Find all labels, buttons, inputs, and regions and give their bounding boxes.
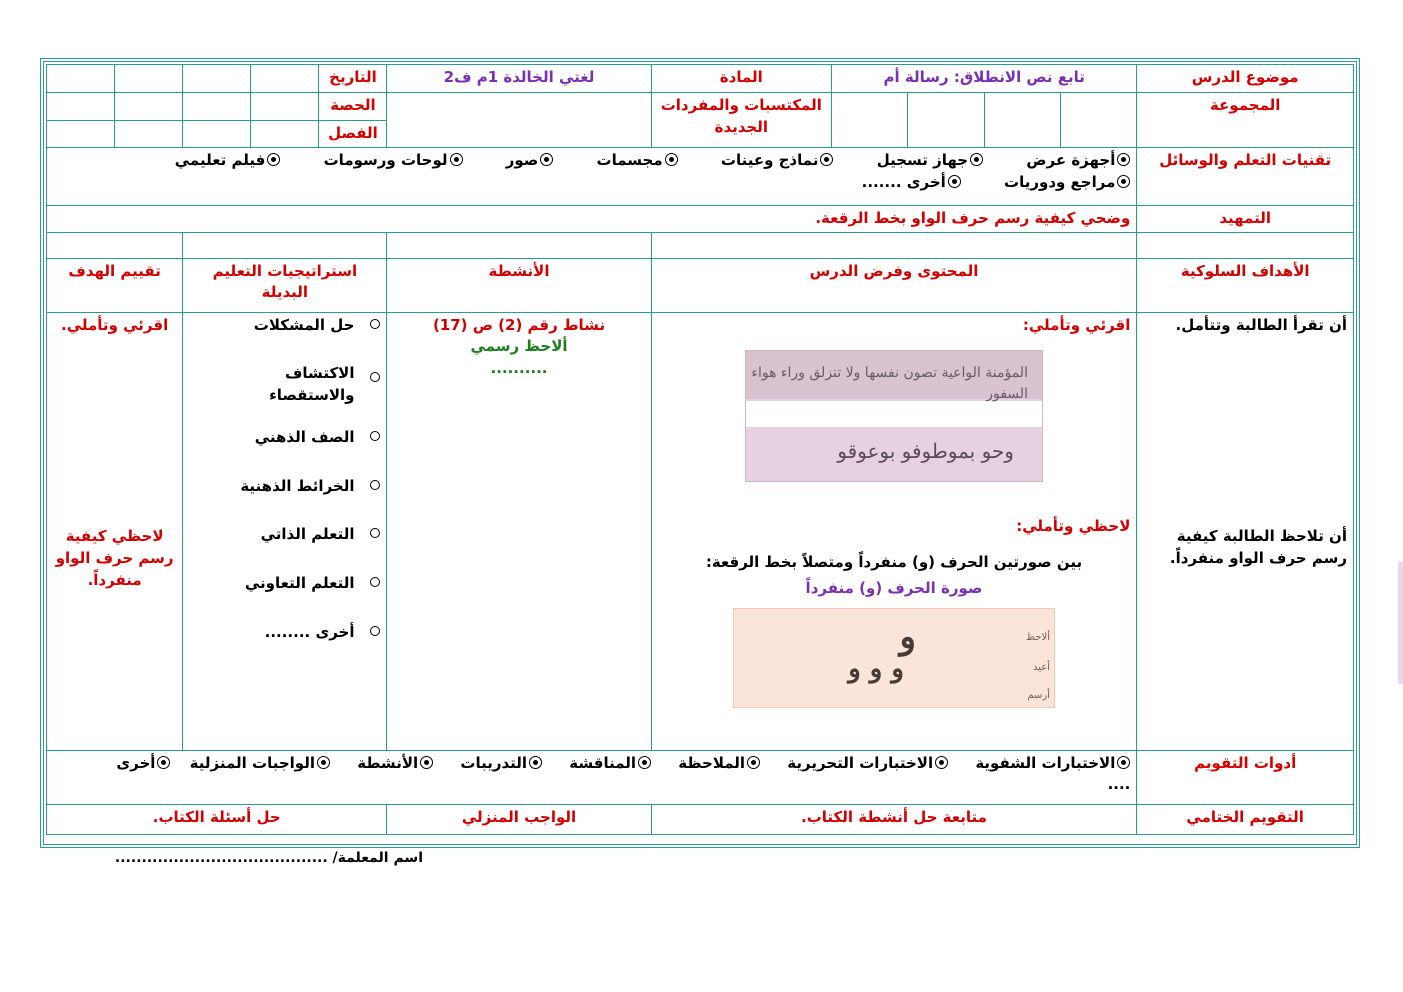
bullet-icon xyxy=(370,577,380,587)
blank-cell xyxy=(183,232,387,258)
group-label: المجموعة xyxy=(1137,93,1354,148)
group-cell-2 xyxy=(984,93,1060,148)
image2-side-3: أرسم xyxy=(1027,689,1050,701)
strategy-item[interactable]: حل المشكلات xyxy=(189,315,380,337)
activity-line-1: نشاط رقم (2) ص (17) xyxy=(432,315,606,334)
blank-cell xyxy=(651,232,1137,258)
image2-side-2: أعيد xyxy=(1032,661,1050,673)
final-value: متابعة حل أنشطة الكتاب. xyxy=(651,804,1137,834)
strategy-item[interactable]: أخرى ........ xyxy=(189,622,380,644)
tech-options xyxy=(47,147,1137,205)
class-cell-3 xyxy=(115,121,183,148)
strategy-item[interactable]: الاكتشاف والاستقصاء xyxy=(189,363,380,407)
strategy-item[interactable]: التعلم الذاتي xyxy=(189,524,380,546)
evaluation-1: اقرئي وتأملي. xyxy=(61,315,169,334)
assessment-option[interactable]: الاختبارات الشفوية xyxy=(975,753,1130,775)
blank-cell xyxy=(47,232,183,258)
period-label: الحصة xyxy=(319,93,387,121)
radio-icon xyxy=(529,756,542,769)
assessment-trailing: .... xyxy=(1107,775,1131,794)
assessment-options-row xyxy=(53,753,1130,775)
bullet-icon xyxy=(370,528,380,538)
teacher-name-line: اسم المعلمة/ ........................................ xyxy=(114,850,423,866)
date-cell-1 xyxy=(251,65,319,93)
handwriting-image-2 xyxy=(733,608,1055,708)
tech-option[interactable]: صور xyxy=(506,150,554,172)
image2-letters: و و و xyxy=(848,653,904,684)
bullet-icon xyxy=(370,372,380,382)
assessment-option[interactable]: الاختبارات التحريرية xyxy=(787,753,948,775)
strategy-item[interactable]: التعلم التعاوني xyxy=(189,573,380,595)
period-cell-4 xyxy=(47,93,115,121)
assessment-option[interactable]: الأنشطة xyxy=(357,753,433,775)
radio-icon xyxy=(638,756,651,769)
radio-icon xyxy=(1117,756,1130,769)
subject-label: المادة xyxy=(651,65,832,93)
strategies-header: استراتيجيات التعليم البديلة xyxy=(183,258,387,312)
bullet-icon xyxy=(370,480,380,490)
strategy-item[interactable]: الخرائط الذهنية xyxy=(189,476,380,498)
objective-2: أن تلاحظ الطالبة كيفية رسم حرف الواو منفرداً. xyxy=(1169,527,1347,567)
tech-options-row1 xyxy=(53,150,1130,172)
tech-option[interactable]: مراجع ودوريات xyxy=(1004,172,1130,194)
radio-icon xyxy=(1117,175,1130,188)
topic-value: تابع نص الانطلاق: رسالة أم xyxy=(832,65,1137,93)
period-cell-3 xyxy=(115,93,183,121)
content-line-2: صورة الحرف (و) منفرداً xyxy=(805,578,983,597)
homework-value: حل أسئلة الكتاب. xyxy=(47,804,387,834)
content-line-1: بين صورتين الحرف (و) منفرداً ومتصلاً بخط الرقعة: xyxy=(705,553,1083,571)
radio-icon xyxy=(420,756,433,769)
tech-option[interactable]: أجهزة عرض xyxy=(1026,150,1130,172)
assessment-option[interactable]: الملاحظة xyxy=(678,753,760,775)
radio-icon xyxy=(665,153,678,166)
subject-value: لغتي الخالدة 1م ف2 xyxy=(387,65,651,93)
acquired-value xyxy=(387,93,651,148)
objective-1: أن تقرأ الطالبة وتتأمل. xyxy=(1175,315,1347,334)
tech-options-row2 xyxy=(53,172,1130,194)
evaluation-header: تقييم الهدف xyxy=(47,258,183,312)
radio-icon xyxy=(317,756,330,769)
assessment-label: أدوات التقويم xyxy=(1137,750,1354,804)
assessment-options xyxy=(47,750,1137,804)
evaluation-2: لاحظي كيفية رسم حرف الواو منفرداً. xyxy=(55,527,174,589)
radio-icon xyxy=(820,153,833,166)
class-cell-4 xyxy=(47,121,115,148)
class-cell-1 xyxy=(251,121,319,148)
tech-option[interactable]: نماذج وعينات xyxy=(721,150,834,172)
image2-side-1: ألاحظ xyxy=(1025,631,1050,643)
content-heading-1: اقرئي وتأملي: xyxy=(1022,315,1131,334)
date-cell-2 xyxy=(183,65,251,93)
radio-icon xyxy=(970,153,983,166)
tech-option[interactable]: جهاز تسجيل xyxy=(877,150,983,172)
date-label: التاريخ xyxy=(319,65,387,93)
objectives-cell xyxy=(1137,312,1354,750)
period-cell-1 xyxy=(251,93,319,121)
activities-cell xyxy=(387,312,651,750)
assessment-option[interactable]: المناقشة xyxy=(569,753,651,775)
group-cell-1 xyxy=(1061,93,1137,148)
blank-cell xyxy=(387,232,651,258)
blank-cell xyxy=(1137,232,1354,258)
class-label: الفصل xyxy=(319,121,387,148)
radio-icon xyxy=(1117,153,1130,166)
handwriting-image-1 xyxy=(745,350,1043,482)
date-cell-4 xyxy=(47,65,115,93)
radio-icon xyxy=(540,153,553,166)
activity-line-3: .......... xyxy=(490,359,548,377)
tech-option[interactable]: فيلم تعليمي xyxy=(175,150,281,172)
tech-option[interactable]: أخرى ....... xyxy=(862,172,961,194)
image2-letter: و xyxy=(899,616,916,657)
radio-icon xyxy=(450,153,463,166)
intro-text: وضحي كيفية رسم حرف الواو بخط الرقعة. xyxy=(47,205,1137,232)
radio-icon xyxy=(747,756,760,769)
objectives-header: الأهداف السلوكية xyxy=(1137,258,1354,312)
assessment-option[interactable]: الواجبات المنزلية xyxy=(190,753,330,775)
intro-label: التمهيد xyxy=(1137,205,1354,232)
topic-label: موضوع الدرس xyxy=(1137,65,1354,93)
class-cell-2 xyxy=(183,121,251,148)
evaluation-cell xyxy=(47,312,183,750)
assessment-option[interactable]: التدريبات xyxy=(460,753,542,775)
radio-icon xyxy=(948,175,961,188)
period-cell-2 xyxy=(183,93,251,121)
bullet-icon xyxy=(370,626,380,636)
strategy-item[interactable]: الصف الذهني xyxy=(189,427,380,449)
radio-icon xyxy=(935,756,948,769)
group-cell-4 xyxy=(832,93,908,148)
homework-label: الواجب المنزلي xyxy=(387,804,651,834)
bullet-icon xyxy=(370,431,380,441)
tech-option[interactable]: مجسمات xyxy=(597,150,678,172)
tech-option[interactable]: لوحات ورسومات xyxy=(324,150,463,172)
radio-icon xyxy=(157,756,170,769)
activities-header: الأنشطة xyxy=(387,258,651,312)
lesson-plan-table xyxy=(46,64,1354,835)
tech-label: تقنيات التعلم والوسائل xyxy=(1137,147,1354,205)
strategies-cell xyxy=(183,312,387,750)
content-cell xyxy=(651,312,1137,750)
image1-text-1: المؤمنة الواعية تصون نفسها ولا تنزلق وراء هواء السفور xyxy=(751,365,1028,402)
assessment-option[interactable]: أخرى xyxy=(116,753,170,775)
acquired-label: المكتسبات والمفردات الجديدة xyxy=(651,93,832,148)
edge-decoration xyxy=(1398,562,1403,684)
radio-icon xyxy=(267,153,280,166)
image1-text-2: وحو بموطوفو بوعوقو xyxy=(837,439,1014,464)
date-cell-3 xyxy=(115,65,183,93)
group-cell-3 xyxy=(908,93,984,148)
content-heading-2: لاحظي وتأملي: xyxy=(1016,517,1131,536)
final-label: التقويم الختامي xyxy=(1137,804,1354,834)
activity-line-2: ألاحظ رسمي xyxy=(470,337,568,356)
content-header: المحتوى وفرض الدرس xyxy=(651,258,1137,312)
bullet-icon xyxy=(370,319,380,329)
